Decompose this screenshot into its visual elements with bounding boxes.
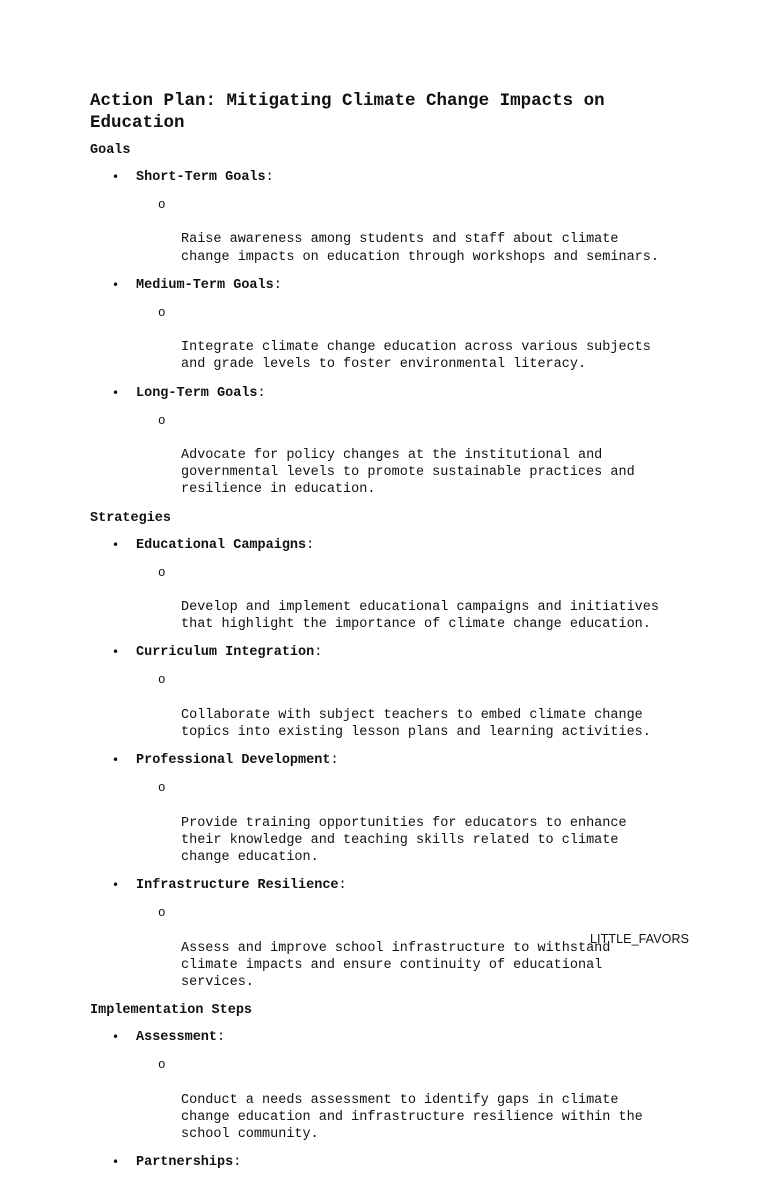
item-colon: : — [338, 878, 347, 894]
sub-item-text: Provide training opportunities for educators to enhance their knowledge and teaching skills related to climate change education. — [181, 815, 627, 866]
item-label: Short-Term Goals — [136, 170, 266, 185]
bullet-icon: • — [112, 753, 120, 768]
sub-bullet-icon: o — [158, 413, 166, 428]
sub-bullet-icon: o — [158, 1058, 166, 1073]
section-heading: Implementation Steps — [90, 1003, 253, 1019]
sub-item-text: Raise awareness among students and staff about climate change impacts on education through workshops and seminars. — [181, 232, 659, 265]
sub-item-text: Conduct a needs assessment to identify gaps in climate change education and infrastructure resilience within the school community. — [181, 1092, 643, 1143]
item-colon: : — [273, 277, 282, 293]
list-item — [90, 1029, 690, 1046]
item-label: Curriculum Integration — [136, 645, 315, 661]
item-label: Educational Campaigns — [136, 537, 307, 553]
sub-bullet-icon: o — [158, 673, 166, 688]
bullet-icon: • — [112, 385, 120, 400]
sub-list-item — [90, 197, 690, 266]
section-implementation-steps — [90, 1002, 690, 1171]
sub-list-item — [90, 780, 690, 866]
sub-item-text: Advocate for policy changes at the institutional and governmental levels to promote sustainable practices and resilience in education. — [181, 448, 635, 498]
item-label: Partnerships — [136, 1155, 234, 1171]
sub-bullet-icon: o — [158, 565, 166, 580]
item-label: Professional Development — [136, 753, 331, 769]
list-item — [90, 1154, 690, 1171]
bullet-icon: • — [112, 878, 120, 893]
document-title: Action Plan: Mitigating Climate Change Impacts on Education — [90, 91, 605, 133]
sub-item-text: Assess and improve school infrastructure to withstand climate impacts and ensure continuity of educational services. — [181, 940, 611, 991]
sub-bullet-icon: o — [158, 906, 166, 921]
bullet-icon: • — [112, 645, 120, 660]
bullet-icon: • — [112, 1155, 120, 1170]
list-item — [90, 644, 690, 661]
bullet-icon: • — [112, 537, 120, 552]
item-label: Medium-Term Goals — [136, 277, 274, 293]
sub-item-text: Collaborate with subject teachers to embed climate change topics into existing lesson plans and learning activities. — [181, 707, 651, 741]
section-strategies — [90, 510, 690, 992]
bullet-icon: • — [112, 277, 120, 292]
sub-bullet-icon: o — [158, 781, 166, 796]
sub-bullet-icon: o — [158, 305, 166, 320]
sub-list-item — [90, 305, 690, 374]
item-label: Infrastructure Resilience — [136, 878, 339, 894]
bullet-icon: • — [112, 170, 120, 184]
item-colon: : — [257, 385, 266, 401]
section-heading: Goals — [90, 143, 131, 158]
sub-item-text: Develop and implement educational campaigns and initiatives that highlight the importance of climate change education. — [181, 600, 659, 633]
sub-list-item — [90, 413, 690, 499]
sub-list-item — [90, 1057, 690, 1143]
sub-list-item — [90, 565, 690, 634]
sub-bullet-icon: o — [158, 198, 166, 212]
sub-list-item — [90, 672, 690, 741]
item-label: Assessment — [136, 1030, 218, 1046]
footer-brand: LITTLE_FAVORS — [590, 932, 690, 946]
sub-list-item — [90, 905, 690, 991]
item-colon: : — [314, 645, 323, 661]
section-heading: Strategies — [90, 510, 172, 526]
list-item — [90, 277, 690, 294]
list-item — [90, 877, 690, 894]
list-item — [90, 385, 690, 402]
bullet-icon: • — [112, 1030, 120, 1045]
document-page — [90, 90, 690, 1182]
item-colon: : — [233, 1155, 242, 1171]
list-item — [90, 752, 690, 769]
list-item — [90, 169, 690, 186]
section-goals — [90, 142, 690, 499]
item-colon: : — [306, 537, 315, 553]
item-colon: : — [330, 753, 339, 769]
list-item — [90, 537, 690, 554]
item-colon: : — [265, 170, 274, 185]
item-colon: : — [217, 1030, 226, 1046]
item-label: Long-Term Goals — [136, 385, 258, 401]
sub-item-text: Integrate climate change education across various subjects and grade levels to foster environmental literacy. — [181, 340, 651, 373]
